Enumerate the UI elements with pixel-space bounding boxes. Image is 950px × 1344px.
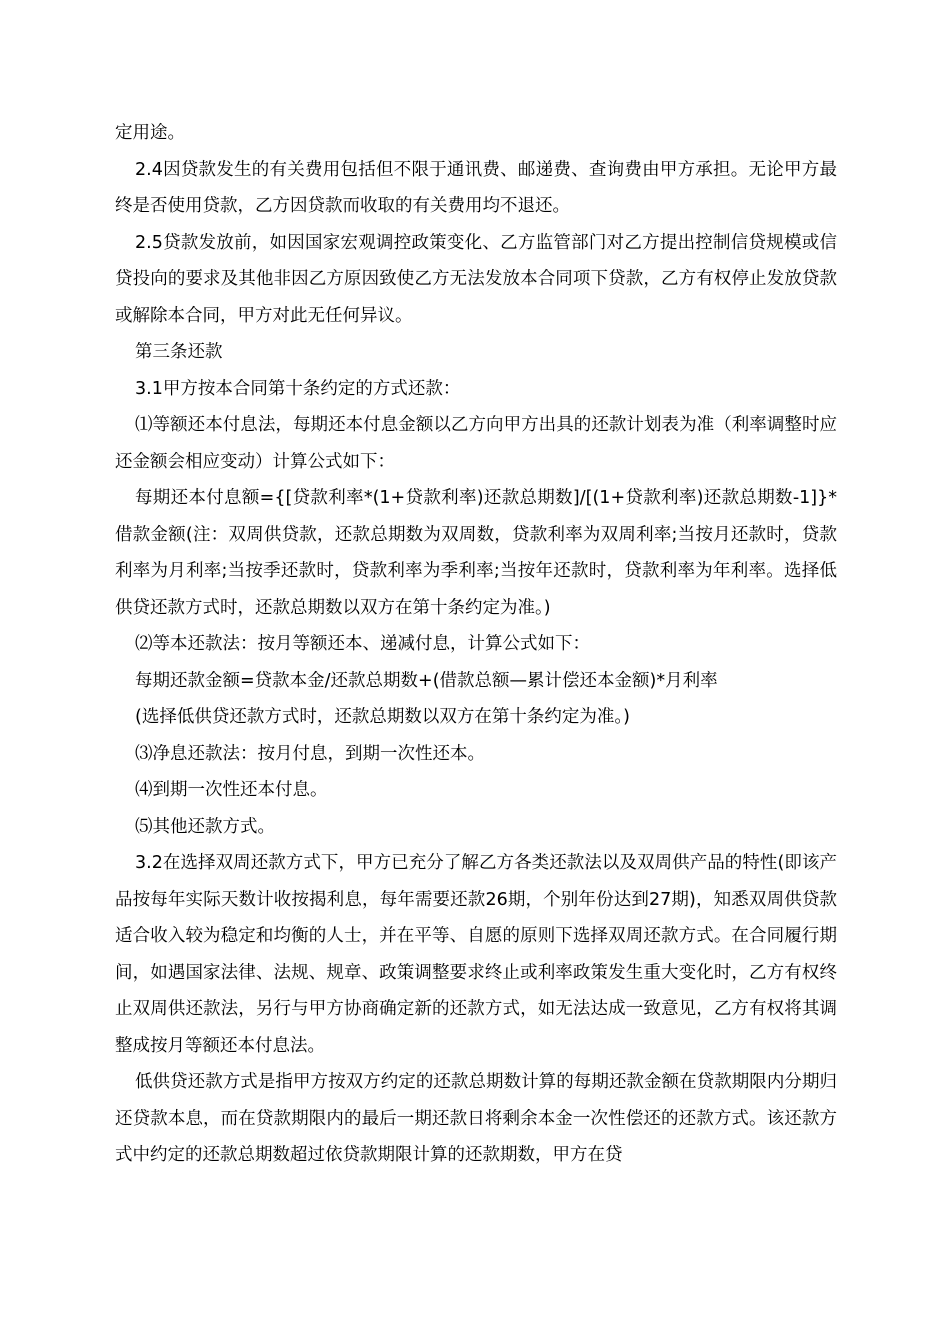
list-item-5: ⑸其他还款方式。 (135, 816, 275, 837)
paragraph-3-2: 3.2在选择双周还款方式下，甲方已充分了解乙方各类还款法以及双周供产品的特性(即该产品按每年实际天数计收按揭利息，每年需要还款26期，个别年份达到27期)，知悉双周供贷款适合收入较为稳定和均衡的人士，并在平等、自愿的原则下选择双周还款方式。在合同履行期间，如遇国家法律、法规、规章、政策调整要求终止或利率政策发生重大变化时，乙方有权终止双周供还款法，另行与甲方协商确定新的还款方式，如无法达成一致意见，乙方有权将其调整成按月等额还本付息法。 (115, 853, 837, 1056)
paragraph-3-1: 3.1甲方按本合同第十条约定的方式还款： (135, 378, 461, 399)
list-item-2: ⑵等本还款法：按月等额还本、递减付息，计算公式如下： (135, 634, 590, 654)
list-item-1: ⑴等额还本付息法，每期还本付息金额以乙方向甲方出具的还款计划表为准（利率调整时应还金额会相应变动）计算公式如下： (115, 415, 837, 472)
paragraph-low-payment-definition: 低供贷还款方式是指甲方按双方约定的还款总期数计算的每期还款金额在贷款期限内分期归还贷款本息，而在贷款期限内的最后一期还款日将剩余本金一次性偿还的还款方式。该还款方式中约定的还款总期数超过依贷款期限计算的还款期数，甲方在贷 (115, 1072, 837, 1165)
formula-equal-principal: 每期还款金额=贷款本金/还款总期数+(借款总额—累计偿还本金额)*月利率 (135, 670, 718, 691)
paragraph-2-5: 2.5贷款发放前，如因国家宏观调控政策变化、乙方监管部门对乙方提出控制信贷规模或信贷投向的要求及其他非因乙方原因致使乙方无法发放本合同项下贷款，乙方有权停止发放贷款或解除本合同，甲方对此无任何异议。 (115, 232, 837, 326)
paragraph-continuation: 定用途。 (115, 123, 185, 143)
formula-equal-installment: 每期还本付息额={[贷款利率*(1+贷款利率)还款总期数]/[(1+贷款利率)还款总期数-1]}*借款金额(注：双周供贷款，还款总期数为双周数，贷款利率为双周利率;当按月还款时，贷款利率为月利率;当按季还款时，贷款利率为季利率;当按年还款时，贷款利率为年利率。选择低供贷还款方式时，还款总期数以双方在第十条约定为准。) (115, 488, 837, 618)
paragraph-2-4: 2.4因贷款发生的有关费用包括但不限于通讯费、邮递费、查询费由甲方承担。无论甲方最终是否使用贷款，乙方因贷款而收取的有关费用均不退还。 (115, 159, 837, 216)
list-item-3: ⑶净息还款法：按月付息，到期一次性还本。 (135, 743, 485, 764)
document-body (115, 115, 837, 1174)
list-item-4: ⑷到期一次性还本付息。 (135, 780, 328, 800)
note-low-payment: (选择低供贷还款方式时，还款总期数以双方在第十条约定为准。) (135, 707, 630, 727)
section-heading-article-3: 第三条还款 (135, 342, 223, 362)
